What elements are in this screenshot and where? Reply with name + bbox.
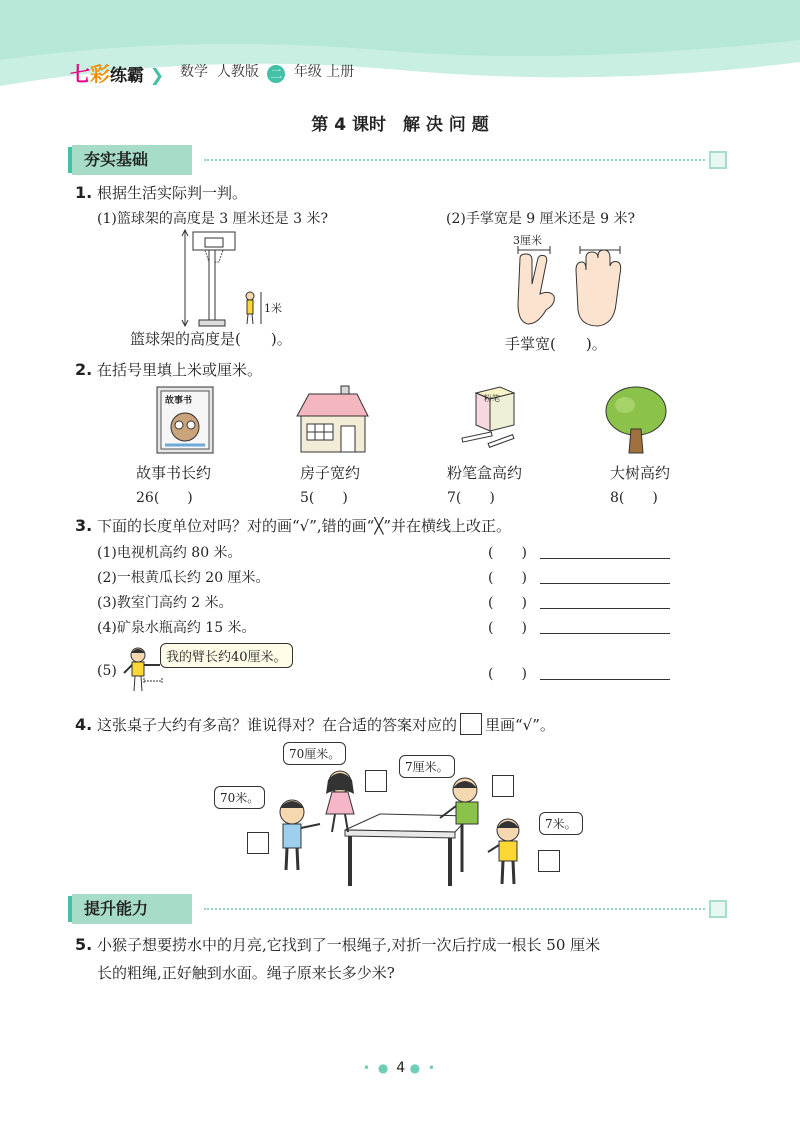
question-2 [75,359,262,380]
section-bar-advanced [72,894,727,924]
question-number: 1. [75,183,93,202]
q3-row-text: (3)教室门高约 2 米。 [97,595,233,611]
question-text: 在括号里填上米或厘米。 [97,361,263,379]
section-divider [204,159,705,161]
q3-row-paren[interactable]: ( ) [488,666,527,682]
q3-row-text: (4)矿泉水瓶高约 15 米。 [97,620,256,636]
question-text: 下面的长度单位对吗？对的画“√”,错的画“╳”并在横线上改正。 [97,517,512,535]
q3-row5-num: (5) [97,663,117,679]
brand-cai: 彩 [90,62,110,86]
question-text-before: 这张桌子大约有多高？谁说得对？在合适的答案对应的 [97,716,458,734]
q4-bubble: 7米。 [539,812,583,835]
q2-item-answer[interactable]: 26( ) [136,490,193,506]
q3-correction-line[interactable] [540,594,670,609]
question-text-after: 里画“√”。 [485,716,555,734]
section-label: 夯实基础 [72,145,192,175]
q1-answer-2[interactable]: 手掌宽( )。 [505,335,607,353]
section-corner-box [709,900,727,918]
q2-item-label: 大树高约 [610,464,671,482]
q3-correction-line[interactable] [540,569,670,584]
header-grade: 年级 上册 [293,64,355,80]
page-footer: • ● 4 ● • [363,1060,437,1076]
q2-item-label: 故事书长约 [136,464,212,482]
tree-illustration [603,383,669,455]
brand-qi: 七 [70,62,90,86]
house-illustration [295,382,370,454]
q4-bubble: 70厘米。 [283,742,346,765]
page-number: 4 [396,1060,406,1076]
q3-row-paren[interactable]: ( ) [488,620,527,636]
q3-row-text: (1)电视机高约 80 米。 [97,545,242,561]
header-meta [180,61,354,83]
section-bar-basic [72,145,727,175]
q4-answer-box[interactable] [492,775,514,797]
q3-correction-line[interactable] [540,665,670,680]
question-3 [75,515,511,536]
hand-illustration [510,244,630,332]
q3-row-paren[interactable]: ( ) [488,595,527,611]
question-1 [75,182,247,203]
question-4 [75,713,555,735]
grade-mark: 二 [267,65,285,83]
section-divider [204,908,705,910]
q3-correction-line[interactable] [540,619,670,634]
chalk-box-label: 粉笔 [484,394,500,403]
q4-bubble: 70米。 [214,786,265,809]
q4-bubble: 7厘米。 [399,755,455,778]
section-corner-box [709,151,727,169]
q3-row-text: (2)一根黄瓜长约 20 厘米。 [97,570,270,586]
brand-rest: 练霸 [110,66,144,86]
q2-item-answer[interactable]: 7( ) [447,490,495,506]
q3-correction-line[interactable] [540,544,670,559]
question-number: 3. [75,516,93,535]
header-edition: 人教版 [216,64,259,80]
question-number: 2. [75,360,93,379]
q4-answer-box[interactable] [365,770,387,792]
q2-item-label: 房子宽约 [300,464,361,482]
hand-width-label: 3厘米 [513,234,542,247]
hoop-height-label: 1米 [264,302,282,315]
answer-box-sample [460,713,482,735]
section-label: 提升能力 [72,894,192,924]
question-text: 根据生活实际判一判。 [97,184,248,202]
q1-sub1: (1)篮球架的高度是 3 厘米还是 3 米? [97,211,328,227]
q4-answer-box[interactable] [247,832,269,854]
question-number: 5. [75,935,93,954]
q2-item-answer[interactable]: 8( ) [610,490,658,506]
q2-item-answer[interactable]: 5( ) [300,490,348,506]
q1-answer-1[interactable]: 篮球架的高度是( )。 [130,330,292,348]
brand-logo: 七彩练霸 ❯ [70,62,165,86]
q2-item-label: 粉笔盒高约 [447,464,523,482]
basketball-hoop-illustration [175,228,270,328]
question-5 [75,934,600,955]
q3-row5-bubble: 我的臂长约40厘米。 [160,643,293,668]
storybook-title: 故事书 [165,396,193,406]
lesson-title: 第 4 课时 解 决 问 题 [311,115,489,135]
header-subject: 数学 [180,64,208,80]
q4-answer-box[interactable] [538,850,560,872]
question-text-line2: 长的粗绳,正好触到水面。绳子原来长多少米? [97,964,395,982]
question-text-line1: 小猴子想要捞水中的月亮,它找到了一根绳子,对折一次后拧成一根长 50 厘米 [97,936,601,954]
q1-sub2: (2)手掌宽是 9 厘米还是 9 米? [446,211,635,227]
question-number: 4. [75,715,93,734]
q3-row-paren[interactable]: ( ) [488,545,527,561]
q3-row-paren[interactable]: ( ) [488,570,527,586]
